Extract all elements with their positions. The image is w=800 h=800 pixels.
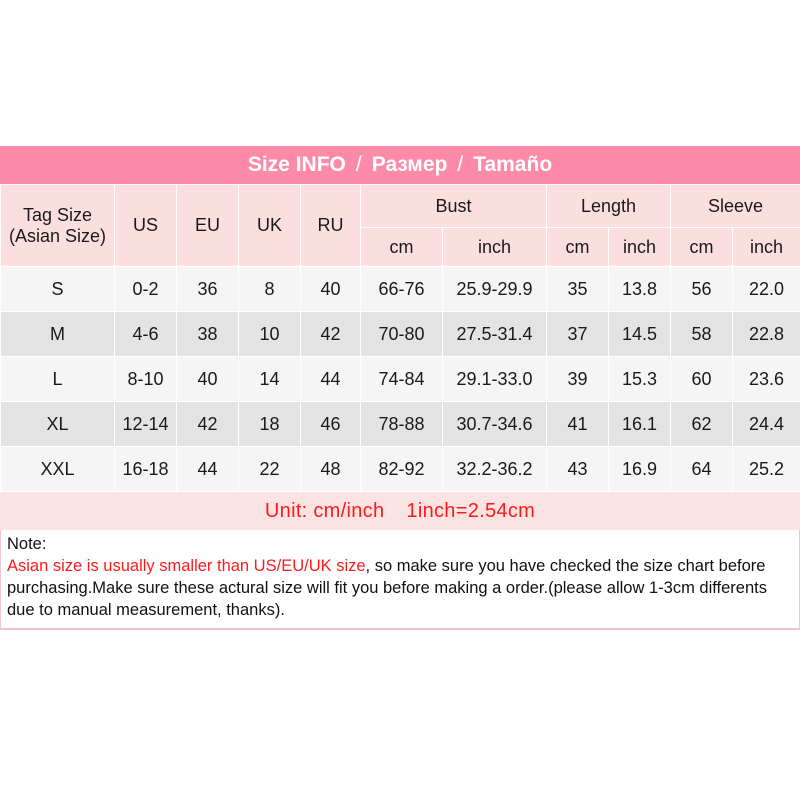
cell-tag: M <box>1 312 115 357</box>
unit-label: Unit: cm/inch <box>264 499 385 522</box>
header-separator-2: / <box>457 153 464 176</box>
header-eu: EU <box>177 185 239 267</box>
cell-bust-cm: 82-92 <box>361 447 443 492</box>
table-row <box>1 267 800 312</box>
header-group-sleeve: Sleeve <box>671 185 800 228</box>
cell-sleeve-cm: 64 <box>671 447 733 492</box>
table-row <box>1 312 800 357</box>
cell-length-inch: 16.9 <box>609 447 671 492</box>
cell-bust-cm: 66-76 <box>361 267 443 312</box>
cell-uk: 10 <box>239 312 301 357</box>
cell-tag: S <box>1 267 115 312</box>
header-ru: RU <box>301 185 361 267</box>
cell-bust-inch: 25.9-29.9 <box>443 267 547 312</box>
header-bust-cm: cm <box>361 228 443 267</box>
cell-length-cm: 35 <box>547 267 609 312</box>
cell-bust-inch: 27.5-31.4 <box>443 312 547 357</box>
cell-us: 8-10 <box>115 357 177 402</box>
header-group-bust: Bust <box>361 185 547 228</box>
cell-sleeve-inch: 24.4 <box>733 402 800 447</box>
cell-sleeve-inch: 25.2 <box>733 447 800 492</box>
cell-sleeve-cm: 60 <box>671 357 733 402</box>
cell-length-inch: 16.1 <box>609 402 671 447</box>
cell-length-cm: 41 <box>547 402 609 447</box>
note-label: Note: <box>7 535 47 553</box>
table-row <box>1 447 800 492</box>
cell-sleeve-cm: 58 <box>671 312 733 357</box>
cell-uk: 22 <box>239 447 301 492</box>
header-us: US <box>115 185 177 267</box>
cell-eu: 42 <box>177 402 239 447</box>
cell-ru: 40 <box>301 267 361 312</box>
cell-ru: 46 <box>301 402 361 447</box>
header-uk: UK <box>239 185 301 267</box>
bottom-divider <box>0 629 800 630</box>
cell-ru: 42 <box>301 312 361 357</box>
cell-tag: XXL <box>1 447 115 492</box>
header-title-ru: Размер <box>371 153 448 176</box>
size-table <box>0 184 800 492</box>
cell-us: 0-2 <box>115 267 177 312</box>
note-rest-text: , so make sure you have checked the size chart before purchasing.Make sure these actural size will fit you before making a order.(please allow 1-3cm differents due to manual measurement, thanks). <box>7 556 767 619</box>
table-row <box>1 402 800 447</box>
header-bust-inch: inch <box>443 228 547 267</box>
cell-sleeve-cm: 56 <box>671 267 733 312</box>
cell-bust-inch: 29.1-33.0 <box>443 357 547 402</box>
note-red-text: Asian size is usually smaller than US/EU/UK size <box>7 556 366 575</box>
header-length-inch: inch <box>609 228 671 267</box>
cell-bust-cm: 78-88 <box>361 402 443 447</box>
header-title-es: Tamaño <box>473 153 553 176</box>
cell-tag: L <box>1 357 115 402</box>
note-box <box>0 530 800 629</box>
cell-length-cm: 43 <box>547 447 609 492</box>
cell-length-inch: 13.8 <box>609 267 671 312</box>
cell-eu: 44 <box>177 447 239 492</box>
cell-uk: 18 <box>239 402 301 447</box>
cell-sleeve-inch: 22.0 <box>733 267 800 312</box>
header-length-cm: cm <box>547 228 609 267</box>
header-title-en: Size INFO <box>247 153 346 176</box>
cell-sleeve-inch: 22.8 <box>733 312 800 357</box>
cell-uk: 14 <box>239 357 301 402</box>
header-separator-1: / <box>355 153 362 176</box>
cell-length-cm: 39 <box>547 357 609 402</box>
cell-eu: 40 <box>177 357 239 402</box>
cell-bust-inch: 30.7-34.6 <box>443 402 547 447</box>
cell-ru: 44 <box>301 357 361 402</box>
cell-tag: XL <box>1 402 115 447</box>
header-sleeve-inch: inch <box>733 228 800 267</box>
cell-bust-cm: 70-80 <box>361 312 443 357</box>
header-group-length: Length <box>547 185 671 228</box>
chart-header <box>0 146 800 184</box>
cell-us: 12-14 <box>115 402 177 447</box>
unit-conversion: 1inch=2.54cm <box>406 499 536 522</box>
cell-eu: 38 <box>177 312 239 357</box>
cell-us: 16-18 <box>115 447 177 492</box>
table-header-row-groups <box>1 185 800 228</box>
unit-note-row <box>0 492 800 530</box>
cell-length-inch: 15.3 <box>609 357 671 402</box>
cell-ru: 48 <box>301 447 361 492</box>
cell-sleeve-cm: 62 <box>671 402 733 447</box>
header-tag-size: Tag Size (Asian Size) <box>1 185 115 267</box>
table-row <box>1 357 800 402</box>
header-sleeve-cm: cm <box>671 228 733 267</box>
note-text <box>7 556 793 622</box>
size-chart <box>0 146 800 630</box>
cell-bust-inch: 32.2-36.2 <box>443 447 547 492</box>
cell-sleeve-inch: 23.6 <box>733 357 800 402</box>
cell-uk: 8 <box>239 267 301 312</box>
cell-eu: 36 <box>177 267 239 312</box>
cell-length-cm: 37 <box>547 312 609 357</box>
cell-bust-cm: 74-84 <box>361 357 443 402</box>
cell-length-inch: 14.5 <box>609 312 671 357</box>
cell-us: 4-6 <box>115 312 177 357</box>
